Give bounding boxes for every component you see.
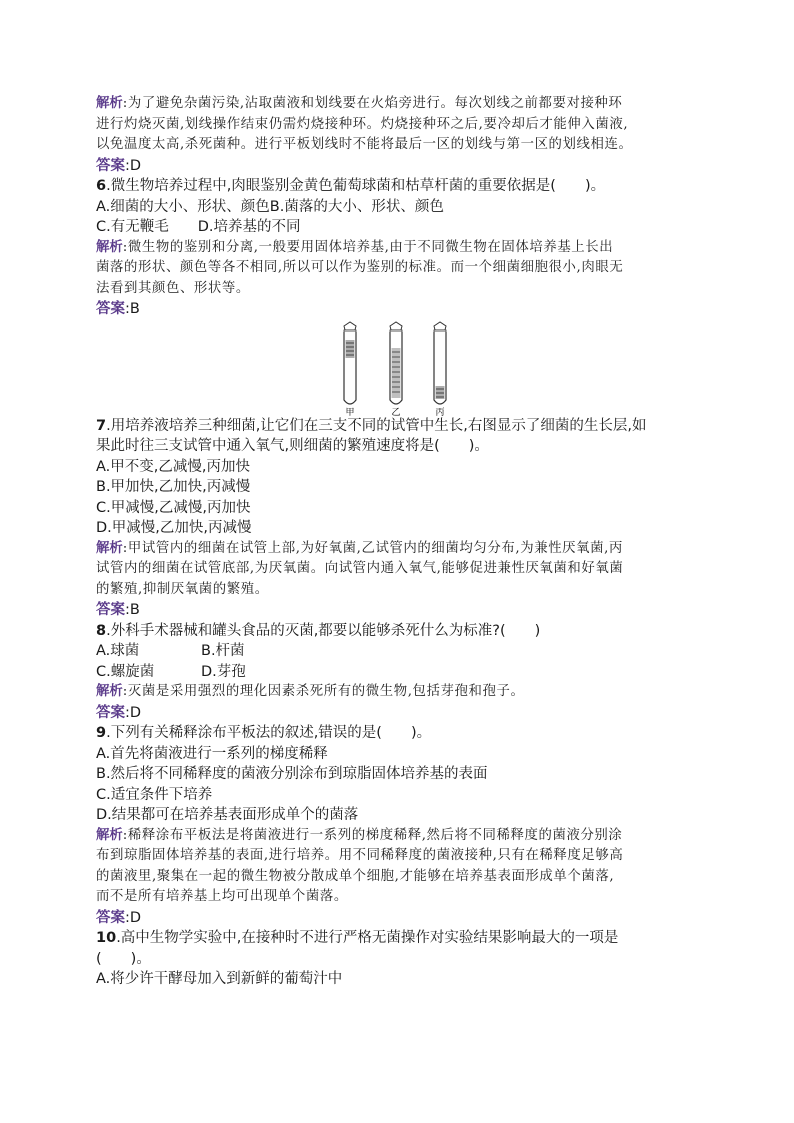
tube-yi [390, 322, 402, 404]
q7-option: C.甲减慢,乙减慢,丙加快 [96, 499, 251, 516]
q9-explanation-line: 的菌液里,聚集在一起的微生物被分散成单个细胞,才能够在培养基表面形成单个菌落, [96, 868, 615, 884]
answer-label: 答案 [96, 602, 125, 618]
q6-explanation-line: 法看到其颜色、形状等。 [96, 280, 250, 296]
explanation-label: 解析 [96, 96, 123, 111]
q9-option: A.首先将菌液进行一系列的梯度稀释 [96, 745, 328, 762]
q7-explanation-line: 解析:甲试管内的细菌在试管上部,为好氧菌,乙试管内的细菌均匀分布,为兼性厌氧菌,丙 [96, 540, 623, 556]
explanation-label: 解析 [96, 684, 123, 699]
q6-option: C.有无鞭毛 D.培养基的不同 [96, 219, 301, 235]
tube-label-yi: 乙 [391, 407, 401, 416]
q9-option: D.结果都可在培养基表面形成单个的菌落 [96, 807, 359, 823]
answer-label: 答案 [96, 157, 125, 174]
q9-explanation-line: 而不是所有培养基上均可出现单个菌落。 [96, 889, 348, 904]
q7-option: B.甲加快,乙加快,丙减慢 [96, 479, 251, 495]
tube-jia [344, 322, 356, 404]
tube-bing [434, 322, 446, 404]
q6-option: A.细菌的大小、形状、颜色B.菌落的大小、形状、颜色 [96, 198, 444, 215]
q8-option: A.球菌 [96, 643, 140, 659]
q8-option-row [96, 641, 716, 662]
q5-answer: 答案:D [96, 157, 142, 174]
question-number: 10 [96, 930, 117, 946]
q10-stem: ( )。 [96, 950, 151, 967]
question-number: 9 [96, 725, 107, 741]
q7-stem: 果此时往三支试管中通入氧气,则细菌的繁殖速度将是( )。 [96, 438, 489, 454]
q5-explanation-line: 以免温度太高,杀死菌种。进行平板划线时不能将最后一区的划线与第一区的划线相连。 [96, 137, 633, 152]
q6-answer: 答案:B [96, 301, 140, 317]
question-number: 7 [96, 417, 107, 434]
q8-explanation-line: 解析:灭菌是采用强烈的理化因素杀死所有的微生物,包括芽孢和孢子。 [96, 684, 525, 699]
q6-explanation-line: 菌落的形状、颜色等各不相同,所以可以作为鉴别的标准。而一个细菌细胞很小,肉眼无 [96, 260, 624, 275]
q6-stem: 6.微生物培养过程中,肉眼鉴别金黄色葡萄球菌和枯草杆菌的重要依据是( )。 [96, 178, 606, 194]
q8-option: C.螺旋菌 [96, 663, 155, 680]
q8-option: D.芽孢 [201, 663, 246, 680]
q10-stem: 10.高中生物学实验中,在接种时不进行严格无菌操作对实验结果影响最大的一项是 [96, 930, 619, 946]
question-number: 8 [96, 622, 107, 639]
q9-explanation-line: 布到琼脂固体培养基的表面,进行培养。用不同稀释度的菌液接种,只有在稀释度足够高 [96, 848, 624, 863]
answer-label: 答案 [96, 909, 125, 926]
test-tubes-illustration [336, 320, 476, 416]
q7-option: D.甲减慢,乙加快,丙减慢 [96, 520, 252, 536]
q6-explanation-line: 解析:微生物的鉴别和分离,一般要用固体培养基,由于不同微生物在固体培养基上长出 [96, 239, 614, 255]
tube-label-bing: 丙 [435, 407, 445, 416]
q8-answer: 答案:D [96, 704, 142, 721]
test-tube-figure [96, 320, 716, 416]
q5-explanation-line: 进行灼烧灭菌,划线操作结束仍需灼烧接种环。灼烧接种环之后,要冷却后才能伸入菌液, [96, 116, 629, 132]
q7-stem: 7.用培养液培养三种细菌,让它们在三支不同的试管中生长,右图显示了细菌的生长层,如 [96, 417, 647, 434]
question-number: 6 [96, 178, 107, 194]
document-page [96, 94, 716, 990]
q9-explanation-line: 解析:稀释涂布平板法是将菌液进行一系列的梯度稀释,然后将不同稀释度的菌液分别涂 [96, 827, 623, 843]
q8-option: B.杆菌 [201, 643, 245, 659]
q10-option: A.将少许干酵母加入到新鲜的葡萄汁中 [96, 971, 343, 987]
answer-label: 答案 [96, 301, 125, 317]
q7-option: A.甲不变,乙减慢,丙加快 [96, 458, 250, 475]
q8-option-row [96, 662, 716, 683]
tube-label-jia: 甲 [345, 407, 355, 416]
explanation-label: 解析 [96, 540, 123, 556]
q9-option: B.然后将不同稀释度的菌液分别涂布到琼脂固体培养基的表面 [96, 766, 488, 782]
answer-label: 答案 [96, 704, 125, 721]
q9-option: C.适宜条件下培养 [96, 786, 213, 803]
explanation-label: 解析 [96, 239, 123, 255]
q7-explanation-line: 试管内的细菌在试管底部,为厌氧菌。向试管内通入氧气,能够促进兼性厌氧菌和好氧菌 [96, 561, 624, 576]
q7-explanation-line: 的繁殖,抑制厌氧菌的繁殖。 [96, 581, 269, 597]
explanation-label: 解析 [96, 827, 123, 843]
q9-answer: 答案:D [96, 909, 142, 926]
q8-stem: 8.外科手术器械和罐头食品的灭菌,都要以能够杀死什么为标准?( ) [96, 622, 541, 639]
q9-stem: 9.下列有关稀释涂布平板法的叙述,错误的是( )。 [96, 725, 432, 741]
q7-answer: 答案:B [96, 602, 140, 618]
q5-explanation-line: 解析:为了避免杂菌污染,沾取菌液和划线要在火焰旁进行。每次划线之前都要对接种环 [96, 96, 623, 111]
